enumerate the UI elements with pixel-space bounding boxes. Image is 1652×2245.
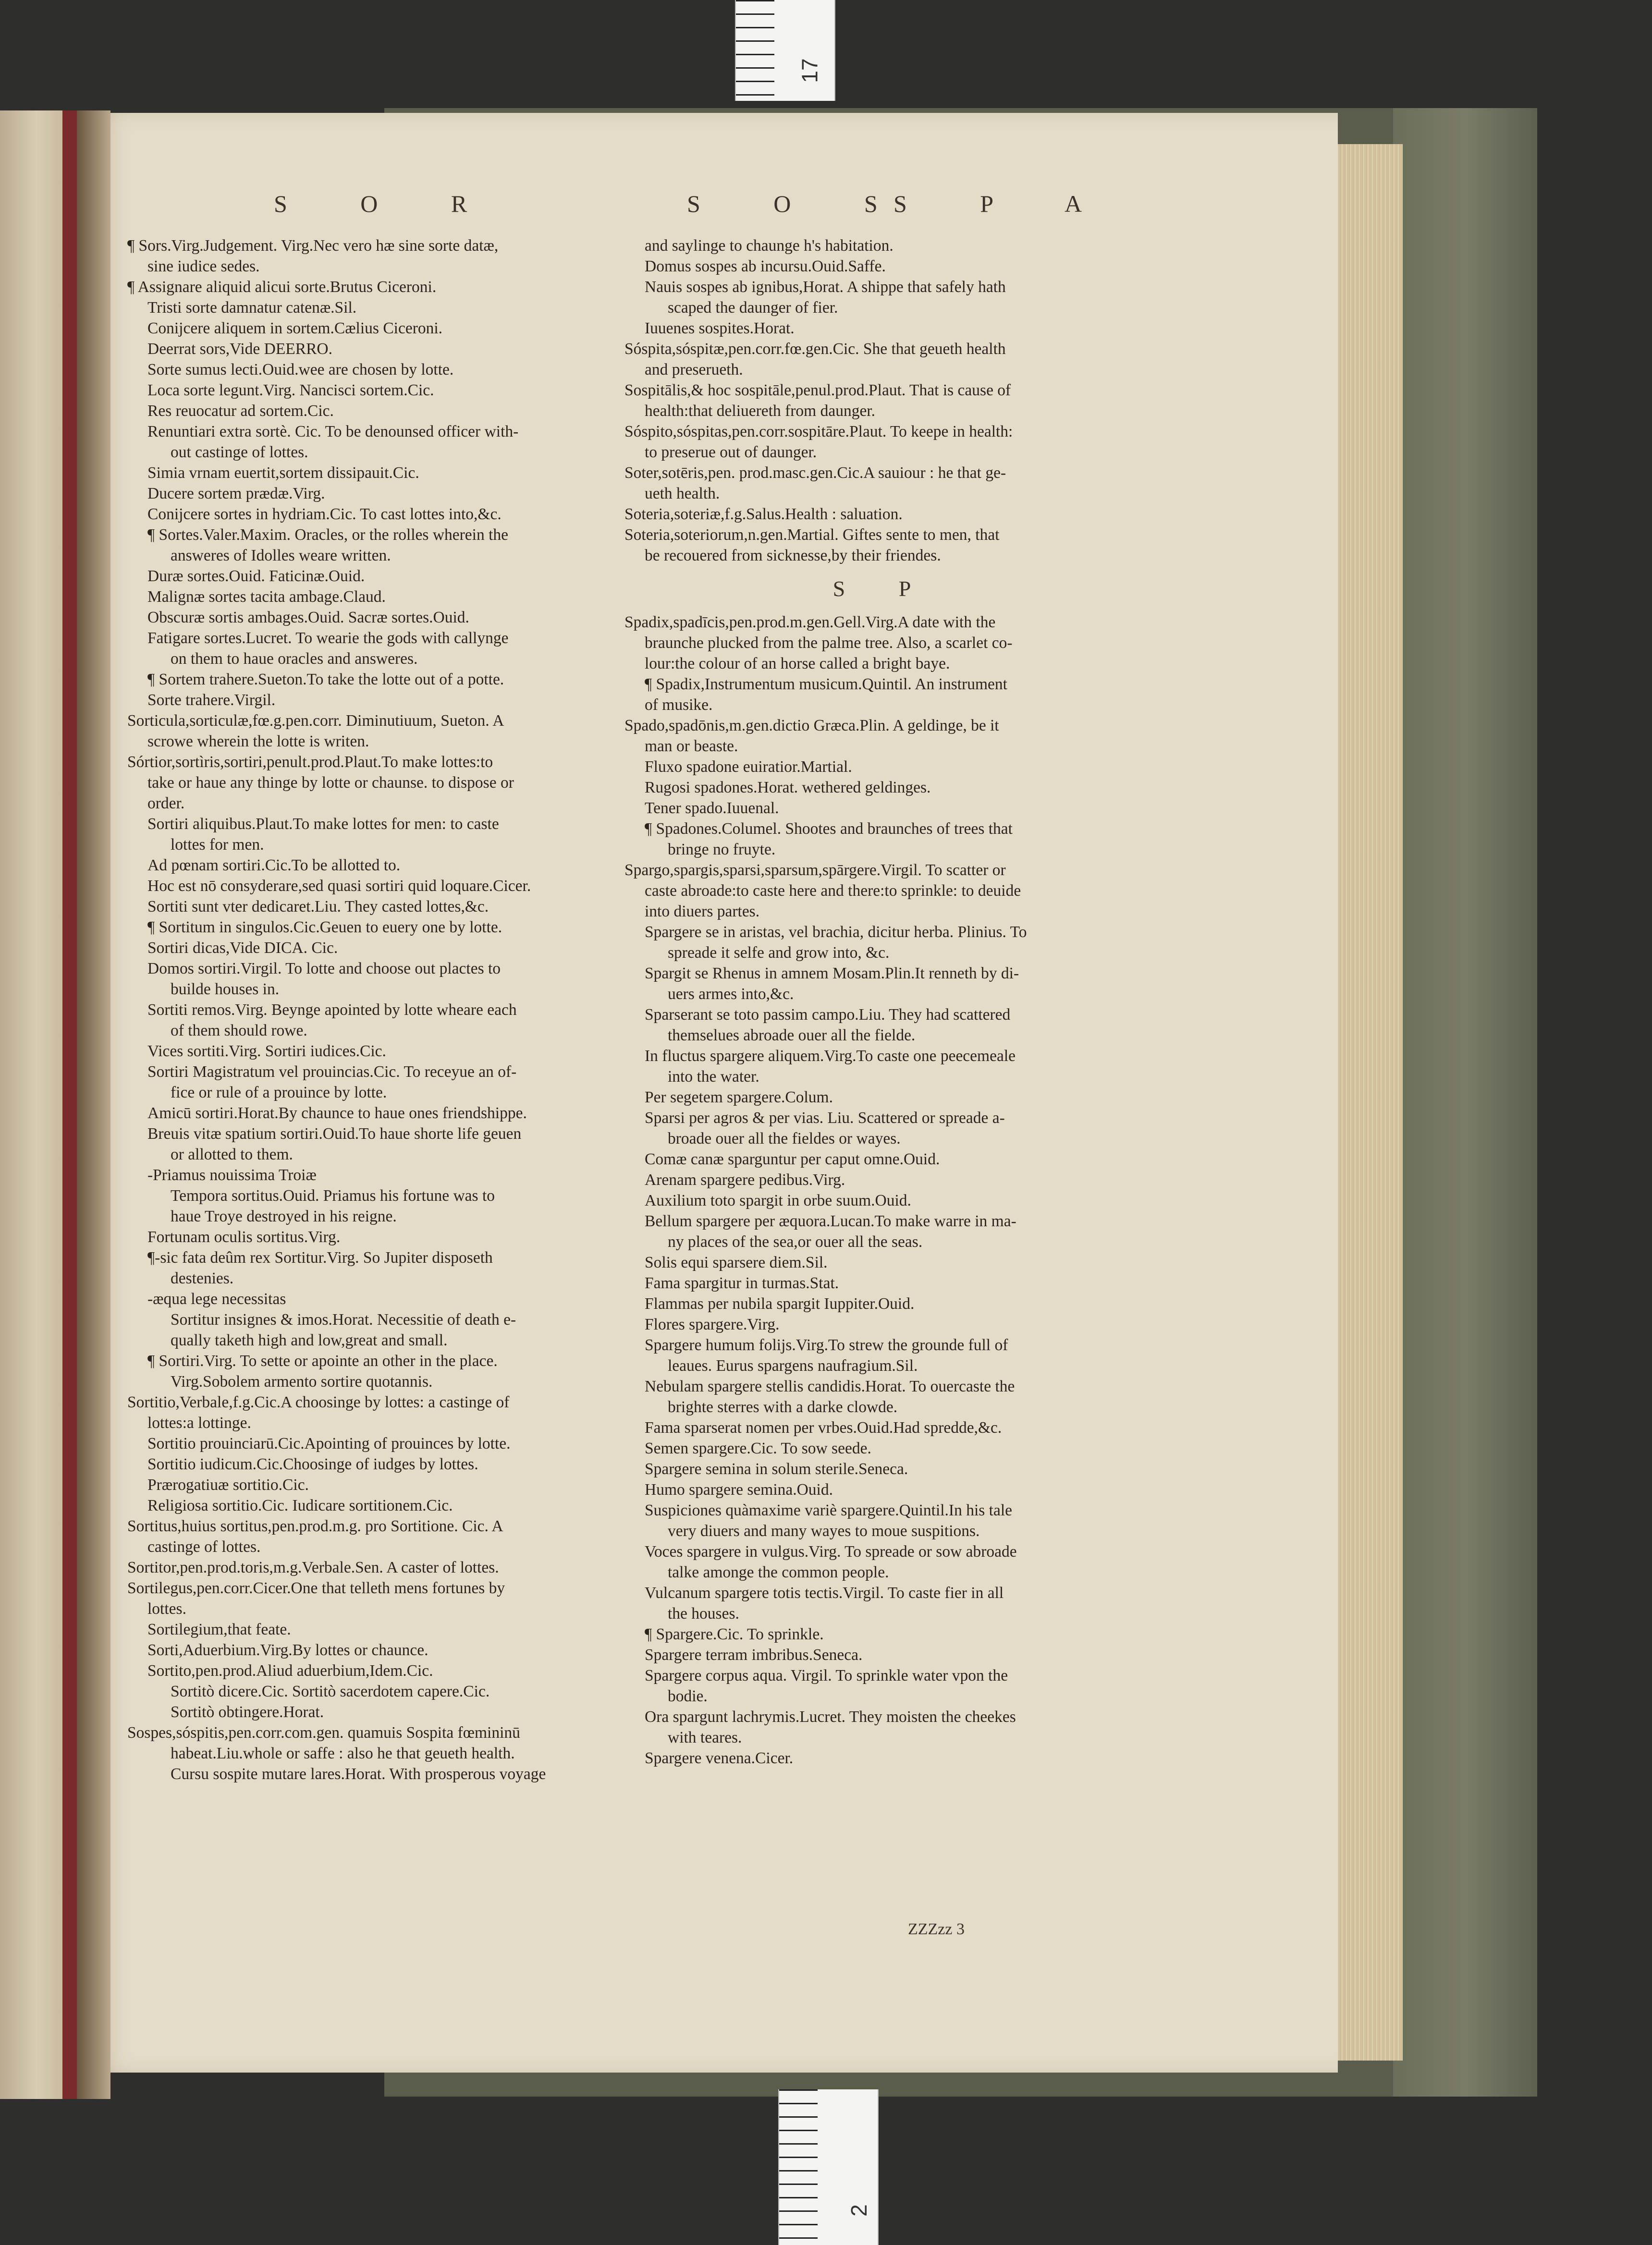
entry-line: Virg.Sobolem armento sortire quotannis.: [171, 1373, 433, 1391]
entry-line: Sortitus,huius sortitus,pen.prod.m.g. pro Sortitione. Cic. A: [127, 1517, 503, 1535]
entry-line: Spargere terram imbribus.Seneca.: [645, 1646, 863, 1664]
entry-line: ¶ Spadix,Instrumentum musicum.Quintil. An instrument: [645, 675, 1007, 693]
entry-line: Sortito,pen.prod.Aliud aduerbium,Idem.Cic.: [147, 1662, 433, 1680]
entry-line: Spadix,spadīcis,pen.prod.m.gen.Gell.Virg.A date with the: [624, 613, 996, 631]
entry-line: Fortunam oculis sortitus.Virg.: [147, 1228, 341, 1246]
entry-line: Fluxo spadone euiratior.Martial.: [645, 758, 852, 776]
entry-line: Loca sorte legunt.Virg. Nancisci sortem.Cic.: [147, 381, 434, 399]
entry-line: Sortitio iudicum.Cic.Choosinge of iudges by lottes.: [147, 1455, 478, 1473]
entry-line: scrowe wherein the lotte is writen.: [147, 732, 369, 750]
right-column-sos: [624, 235, 1143, 566]
entry-line: -Priamus nouissima Troiæ: [147, 1166, 317, 1184]
running-header-right: S P A: [893, 190, 1116, 217]
ruler-ticks: [779, 2089, 818, 2245]
entry-line: very diuers and many wayes to moue suspitions.: [668, 1522, 980, 1540]
entry-line: ¶ Sortitum in singulos.Cic.Geuen to euery one by lotte.: [147, 918, 502, 936]
entry-line: Sortiri aliquibus.Plaut.To make lottes for men: to caste: [147, 815, 499, 833]
entry-line: of musike.: [645, 696, 713, 714]
entry-line: Sortilegus,pen.corr.Cicer.One that telleth mens fortunes by: [127, 1579, 505, 1597]
entry-line: scaped the daunger of fier.: [668, 299, 838, 317]
entry-line: sine iudice sedes.: [147, 257, 260, 275]
entry-line: ny places of the sea,or ouer all the seas.: [668, 1233, 923, 1251]
entry-line: Voces spargere in vulgus.Virg. To spreade or sow abroade: [645, 1543, 1017, 1561]
entry-line: Spargit se Rhenus in amnem Mosam.Plin.It renneth by di-: [645, 964, 1019, 982]
entry-line: fice or rule of a prouince by lotte.: [171, 1084, 387, 1101]
entry-line: uers armes into,&c.: [668, 985, 794, 1003]
entry-line: Sorticula,sorticulæ,fœ.g.pen.corr. Diminutiuum, Sueton. A: [127, 712, 504, 730]
entry-line: Amicū sortiri.Horat.By chaunce to haue ones friendshippe.: [147, 1104, 527, 1122]
entry-line: Sparsi per agros & per vias. Liu. Scattered or spreade a-: [645, 1109, 1005, 1127]
entry-line: Sortiti sunt vter dedicaret.Liu. They casted lottes,&c.: [147, 898, 489, 915]
entry-line: bodie.: [668, 1687, 708, 1705]
entry-line: Sorte sumus lecti.Ouid.wee are chosen by lotte.: [147, 361, 454, 378]
page-block-edges: [1331, 144, 1403, 2061]
entry-line: Sortilegium,that feate.: [147, 1621, 291, 1638]
entry-line: Sospitālis,& hoc sospitāle,penul.prod.Plaut. That is cause of: [624, 381, 1011, 399]
entry-line: Humo spargere semina.Ouid.: [645, 1481, 833, 1499]
entry-line: Soteria,soteriorum,n.gen.Martial. Giftes sente to men, that: [624, 526, 1000, 544]
entry-line: of them should rowe.: [171, 1022, 307, 1039]
entry-line: and preserueth.: [645, 361, 743, 378]
right-column: [624, 235, 1143, 1769]
ruler-number: 2: [846, 2204, 872, 2217]
entry-line: Sortitor,pen.prod.toris,m.g.Verbale.Sen. A caster of lottes.: [127, 1559, 499, 1576]
entry-line: Flores spargere.Virg.: [645, 1316, 780, 1333]
entry-line: on them to haue oracles and answeres.: [171, 650, 418, 668]
entry-line: Sortiri Magistratum vel prouincias.Cic. To receyue an of-: [147, 1063, 517, 1081]
entry-line: themselues abroade ouer all the fielde.: [668, 1026, 916, 1044]
entry-line: habeat.Liu.whole or saffe : also he that geueth health.: [171, 1745, 515, 1762]
entry-line: lottes:a lottinge.: [147, 1414, 251, 1432]
section-heading-sp: S P: [832, 576, 935, 601]
entry-line: bringe no fruyte.: [668, 841, 776, 858]
entry-line: Domos sortiri.Virgil. To lotte and choose out plactes to: [147, 960, 501, 977]
entry-line: Cursu sospite mutare lares.Horat. With prosperous voyage: [171, 1765, 546, 1783]
entry-line: spreade it selfe and grow into, &c.: [668, 944, 890, 962]
entry-line: Sórtior,sortìris,sortiri,penult.prod.Plaut.To make lottes:to: [127, 753, 493, 771]
entry-line: Sóspita,sóspitæ,pen.corr.fœ.gen.Cic. She that geueth health: [624, 340, 1006, 358]
entry-line: caste abroade:to caste here and there:to sprinkle: to deuide: [645, 882, 1021, 900]
entry-line: leaues. Eurus spargens naufragium.Sil.: [668, 1357, 918, 1375]
scale-ruler-top: [735, 0, 835, 101]
entry-line: ueth health.: [645, 485, 720, 502]
entry-line: Conijcere sortes in hydriam.Cic. To cast lottes into,&c.: [147, 505, 502, 523]
book-cloth-edge: [1393, 108, 1537, 2097]
entry-line: Comæ canæ sparguntur per caput omne.Ouid.: [645, 1150, 940, 1168]
entry-line: Arenam spargere pedibus.Virg.: [645, 1171, 845, 1189]
entry-line: haue Troye destroyed in his reigne.: [171, 1208, 397, 1225]
entry-line: Spargere corpus aqua. Virgil. To sprinkle water vpon the: [645, 1667, 1008, 1684]
entry-line: Domus sospes ab incursu.Ouid.Saffe.: [645, 257, 886, 275]
entry-line: broade ouer all the fieldes or wayes.: [668, 1130, 901, 1147]
entry-line: Tristi sorte damnatur catenæ.Sil.: [147, 299, 357, 317]
entry-line: In fluctus spargere aliquem.Virg.To caste one peecemeale: [645, 1047, 1016, 1065]
entry-line: or allotted to them.: [171, 1146, 293, 1163]
entry-line: ¶ Sortem trahere.Sueton.To take the lotte out of a potte.: [147, 671, 504, 688]
entry-line: Ducere sortem prædæ.Virg.: [147, 485, 325, 502]
entry-line: into the water.: [668, 1068, 759, 1086]
entry-line: Prærogatiuæ sortitio.Cic.: [147, 1476, 309, 1494]
entry-line: Spargere semina in solum sterile.Seneca.: [645, 1460, 908, 1478]
entry-line: Nauis sospes ab ignibus,Horat. A shippe that safely hath: [645, 278, 1006, 296]
entry-line: ¶-sic fata deûm rex Sortitur.Virg. So Jupiter disposeth: [147, 1249, 493, 1267]
entry-line: order.: [147, 794, 185, 812]
entry-line: lottes for men.: [171, 836, 264, 854]
entry-line: brighte sterres with a darke clowde.: [668, 1398, 898, 1416]
entry-line: Sparserant se toto passim campo.Liu. They had scattered: [645, 1006, 1011, 1024]
entry-line: Sortitò obtingere.Horat.: [171, 1703, 324, 1721]
entry-line: Sortitò dicere.Cic. Sortitò sacerdotem capere.Cic.: [171, 1683, 490, 1700]
entry-line: Sortitio prouinciarū.Cic.Apointing of prouinces by lotte.: [147, 1435, 511, 1452]
entry-line: Soteria,soteriæ,f.g.Salus.Health : saluation.: [624, 505, 903, 523]
entry-line: Res reuocatur ad sortem.Cic.: [147, 402, 334, 420]
entry-line: Fama sparserat nomen per vrbes.Ouid.Had spredde,&c.: [645, 1419, 1002, 1437]
entry-line: builde houses in.: [171, 980, 280, 998]
entry-line: qually taketh high and low,great and small.: [171, 1331, 448, 1349]
entry-line: Suspiciones quàmaxime variè spargere.Quintil.In his tale: [645, 1501, 1013, 1519]
left-column: [127, 235, 612, 1784]
entry-line: Sorte trahere.Virgil.: [147, 691, 276, 709]
entry-line: Rugosi spadones.Horat. wethered geldinges.: [645, 779, 931, 796]
ruler-number: 17: [797, 58, 822, 83]
entry-line: to preserue out of daunger.: [645, 443, 817, 461]
entry-line: Deerrat sors,Vide DEERRO.: [147, 340, 333, 358]
entry-line: Obscuræ sortis ambages.Ouid. Sacræ sortes.Ouid.: [147, 609, 469, 626]
entry-line: ¶ Spargere.Cic. To sprinkle.: [645, 1625, 824, 1643]
entry-line: Sortiri dicas,Vide DICA. Cic.: [147, 939, 338, 957]
entry-line: ¶ Spadones.Columel. Shootes and braunches of trees that: [645, 820, 1013, 838]
entry-line: Spargere venena.Cicer.: [645, 1749, 794, 1767]
entry-line: braunche plucked from the palme tree. Also, a scarlet co-: [645, 634, 1013, 652]
right-column-spa: [624, 612, 1143, 1769]
entry-line: castinge of lottes.: [147, 1538, 261, 1556]
entry-line: the houses.: [668, 1605, 739, 1623]
entry-line: out castinge of lottes.: [171, 443, 308, 461]
entry-line: Simia vrnam euertit,sortem dissipauit.Cic.: [147, 464, 419, 482]
entry-line: Vulcanum spargere totis tectis.Virgil. To caste fier in all: [645, 1584, 1004, 1602]
entry-line: Ad pœnam sortiri.Cic.To be allotted to.: [147, 856, 401, 874]
entry-line: be recouered from sicknesse,by their friendes.: [645, 547, 941, 564]
entry-line: Tempora sortitus.Ouid. Priamus his fortune was to: [171, 1187, 495, 1205]
entry-line: ¶ Sortes.Valer.Maxim. Oracles, or the rolles wherein the: [147, 526, 509, 544]
entry-line: lour:the colour of an horse called a bright baye.: [645, 655, 950, 672]
running-header-mid: S O S: [687, 190, 911, 217]
entry-line: Fatigare sortes.Lucret. To wearie the gods with callynge: [147, 629, 509, 647]
entry-line: Bellum spargere per æquora.Lucan.To make warre in ma-: [645, 1212, 1016, 1230]
entry-line: destenies.: [171, 1269, 234, 1287]
entry-line: take or haue any thinge by lotte or chaunse. to dispose or: [147, 774, 514, 792]
entry-line: Spargo,spargis,sparsi,sparsum,spārgere.Virgil. To scatter or: [624, 861, 1006, 879]
entry-line: man or beaste.: [645, 737, 738, 755]
entry-line: Renuntiari extra sortè. Cic. To be denounsed officer with-: [147, 423, 519, 440]
entry-line: Religiosa sortitio.Cic. Iudicare sortitionem.Cic.: [147, 1497, 453, 1514]
signature-mark: ZZZzz 3: [908, 1920, 965, 1938]
entry-line: health:that deliuereth from daunger.: [645, 402, 875, 420]
entry-line: into diuers partes.: [645, 903, 760, 920]
entry-line: Sóspito,sóspitas,pen.corr.sospitāre.Plaut. To keepe in health:: [624, 423, 1013, 440]
running-header-left: S O R: [274, 190, 501, 217]
entry-line: Vices sortiti.Virg. Sortiri iudices.Cic.: [147, 1042, 386, 1060]
entry-line: Solis equi sparsere diem.Sil.: [645, 1254, 828, 1271]
entry-line: Malignæ sortes tacita ambage.Claud.: [147, 588, 386, 606]
entry-line: Sortitio,Verbale,f.g.Cic.A choosinge by lottes: a castinge of: [127, 1393, 510, 1411]
entry-line: Iuuenes sospites.Horat.: [645, 319, 795, 337]
entry-line: ¶ Sors.Virg.Judgement. Virg.Nec vero hæ sine sorte datæ,: [127, 237, 499, 255]
entry-line: Sortiti remos.Virg. Beynge apointed by lotte wheare each: [147, 1001, 517, 1019]
entry-line: Ora spargunt lachrymis.Lucret. They moisten the cheekes: [645, 1708, 1016, 1726]
entry-line: -æqua lege necessitas: [147, 1290, 286, 1308]
entry-line: Sortitur insignes & imos.Horat. Necessitie of death e-: [171, 1311, 516, 1329]
entry-line: Auxilium toto spargit in orbe suum.Ouid.: [645, 1192, 911, 1209]
entry-line: Nebulam spargere stellis candidis.Horat. To ouercaste the: [645, 1378, 1015, 1395]
entry-line: Sorti,Aduerbium.Virg.By lottes or chaunce.: [147, 1641, 428, 1659]
entry-line: Soter,sotēris,pen. prod.masc.gen.Cic.A sauiour : he that ge-: [624, 464, 1006, 482]
entry-line: ¶ Sortiri.Virg. To sette or apointe an other in the place.: [147, 1352, 498, 1370]
entry-line: lottes.: [147, 1600, 186, 1618]
ruler-ticks: [736, 0, 774, 101]
entry-line: Conijcere aliquem in sortem.Cælius Ciceroni.: [147, 319, 443, 337]
entry-line: and saylinge to chaunge h's habitation.: [645, 237, 893, 255]
entry-line: Duræ sortes.Ouid. Faticinæ.Ouid.: [147, 567, 365, 585]
entry-line: Fama spargitur in turmas.Stat.: [645, 1274, 839, 1292]
entry-line: answeres of Idolles weare written.: [171, 547, 391, 564]
entry-line: with teares.: [668, 1729, 742, 1746]
entry-line: Flammas per nubila spargit Iuppiter.Ouid.: [645, 1295, 915, 1313]
scale-ruler-bottom: [778, 2089, 879, 2245]
book-gutter: [77, 110, 110, 2099]
entry-line: Per segetem spargere.Colum.: [645, 1088, 833, 1106]
entry-line: Spargere se in aristas, vel brachia, dicitur herba. Plinius. To: [645, 923, 1027, 941]
entry-line: Semen spargere.Cic. To sow seede.: [645, 1440, 871, 1457]
entry-line: Breuis vitæ spatium sortiri.Ouid.To haue shorte life geuen: [147, 1125, 522, 1143]
entry-line: talke amonge the common people.: [668, 1563, 889, 1581]
entry-line: Sospes,sóspitis,pen.corr.com.gen. quamuis Sospita fœmininū: [127, 1724, 520, 1742]
entry-line: ¶ Assignare aliquid alicui sorte.Brutus Ciceroni.: [127, 278, 437, 296]
entry-line: Tener spado.Iuuenal.: [645, 799, 779, 817]
entry-line: Spargere humum folijs.Virg.To strew the grounde full of: [645, 1336, 1008, 1354]
entry-line: Spado,spadōnis,m.gen.dictio Græca.Plin. A geldinge, be it: [624, 717, 999, 734]
entry-line: Hoc est nō consyderare,sed quasi sortiri quid loquare.Cicer.: [147, 877, 531, 895]
